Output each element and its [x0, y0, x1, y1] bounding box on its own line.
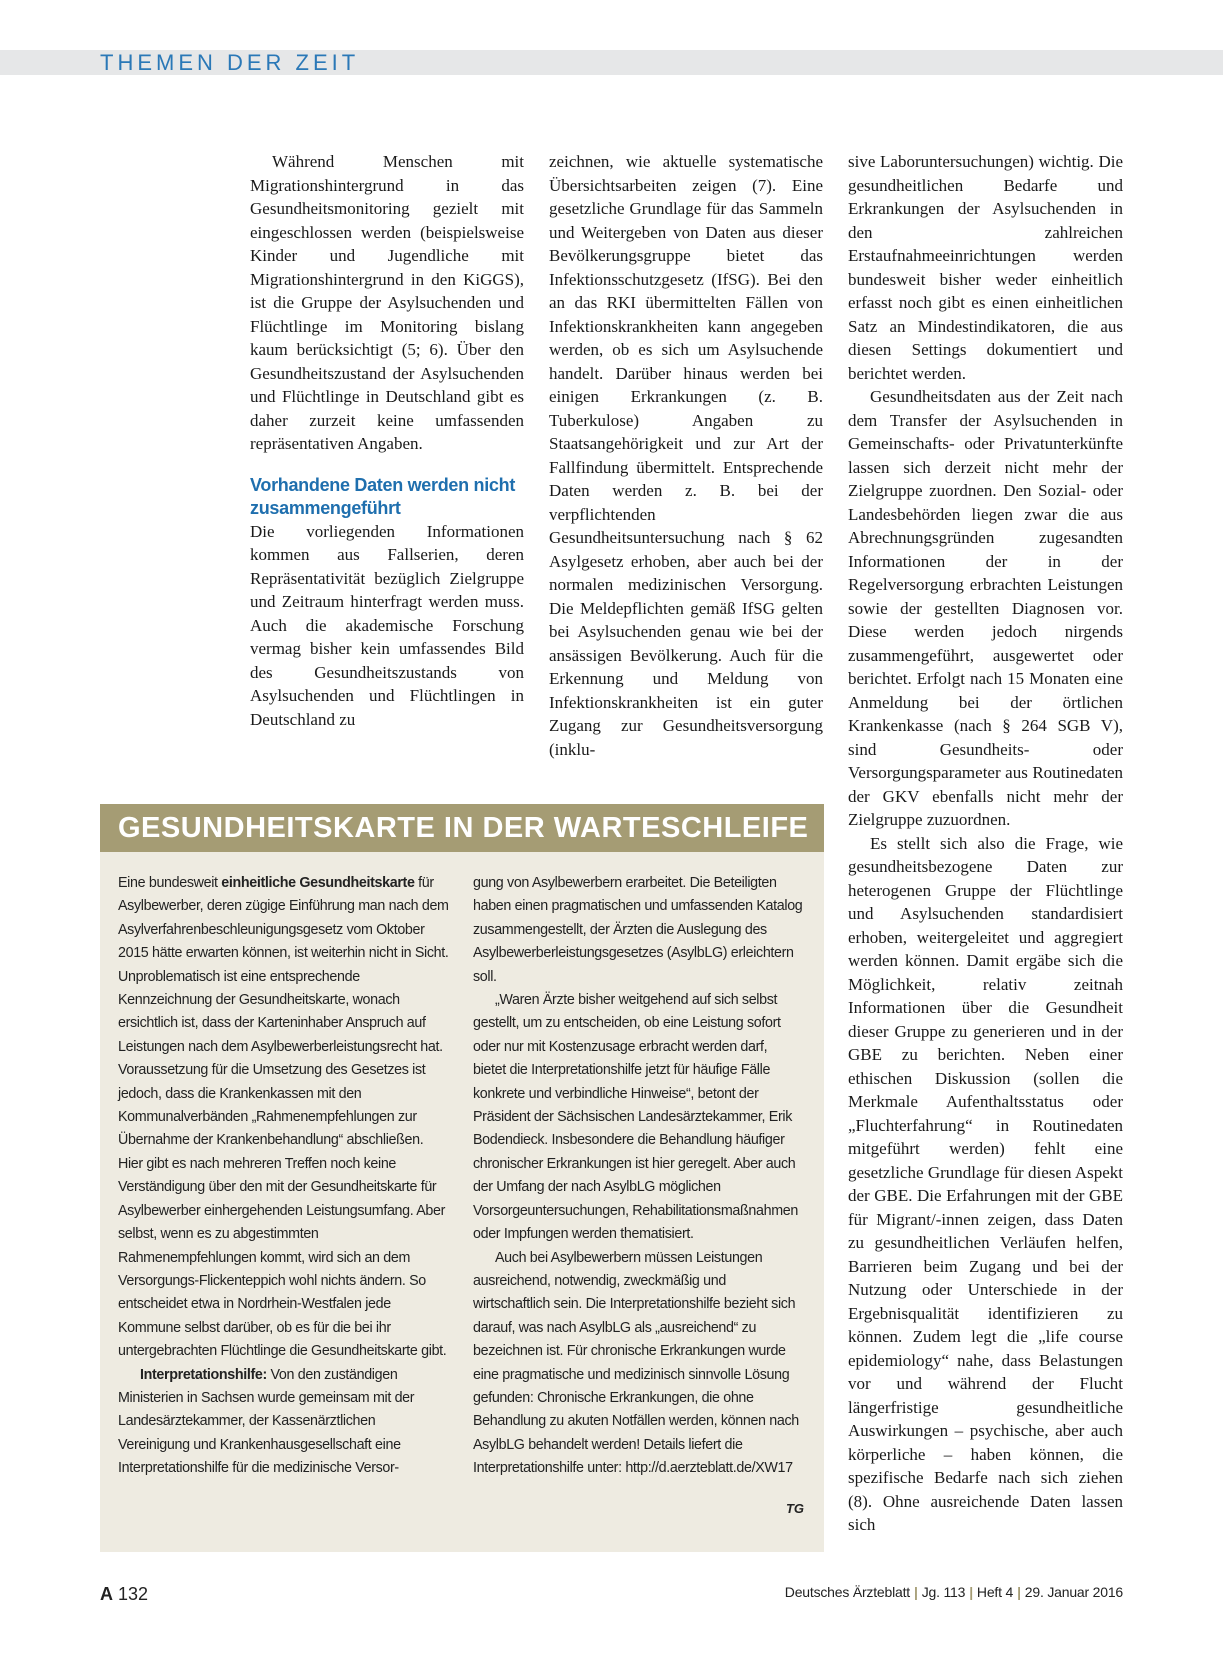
box-text: Von den zuständigen Ministerien in Sachsen wurde gemeinsam mit der Landesärztekammer, der Kassenärztlichen Vereinigung und Krankenhausgesellschaft eine Interpretationshilfe für die medizinische Versor- [118, 1366, 415, 1477]
box-column-1 [118, 872, 450, 1481]
article-column-3 [848, 150, 1123, 1537]
author-signature: TG [785, 1501, 804, 1516]
separator: | [913, 1584, 918, 1600]
box-text: für Asylbewerber, deren zügige Einführung man nach dem Asylverfahrenbeschleunigungsgesetz vom Oktober 2015 hätte erwarten können, ist weiterhin nicht in Sicht. Unproblematisch ist eine entsprechende Kennzeichnung der Gesundheitskarte, wonach ersichtlich ist, dass der Karteninhaber Anspruch auf Leistungen nach dem Asylbewerberleistungsrecht hat. Voraussetzung für die Umsetzung des Gesetzes ist jedoch, dass die Krankenkassen mit den Kommunalverbänden „Rahmenempfehlungen zur Übernahme der Krankenbehandlung“ abschließen. Hier gibt es nach mehreren Treffen noch keine Verständigung über den mit der Gesundheitskarte für Asylbewerber einhergehenden Leistungsumfang. Aber selbst, wenn es zu abgestimmten Rahmenempfehlungen kommt, wird sich an dem Versorgungs-Flickenteppich wohl nichts ändern. So entscheidet etwa in Nordrhein-Westfalen jede Kommune selbst darüber, ob es für die bei ihr untergebrachten Flüchtlinge die Gesundheitskarte gibt. [118, 875, 449, 1360]
box-column-2 [473, 872, 803, 1481]
paragraph: zeichnen, wie aktuelle systematische Übersichtsarbeiten zeigen (7). Eine gesetzliche Grundlage für das Sammeln und Weitergeben von Daten aus dieser Bevölkerungsgruppe bietet das Infektionsschutzgesetz (IfSG). Bei den an das RKI übermittelten Fällen von Infektionskrankheiten kann angegeben werden, ob es sich um Asylsuchende handelt. Darüber hinaus werden bei einigen Erkrankungen (z. B. Tuberkulose) Angaben zu Staatsangehörigkeit und zur Art der Fallfindung übermittelt. Entsprechende Daten werden z. B. bei der verpflichtenden Gesundheitsuntersuchung nach § 62 Asylgesetz erhoben, aber auch bei der normalen medizinischen Versorgung. Die Meldepflichten gemäß IfSG gelten bei Asylsuchenden genau wie bei der ansässigen Bevölkerung. Auch für die Erkennung und Meldung von Infektionskrankheiten ist ein guter Zugang zur Gesundheitsversorgung (inklu- [549, 152, 823, 759]
box-paragraph: „Waren Ärzte bisher weitgehend auf sich selbst gestellt, um zu entscheiden, ob eine Leistung sofort oder nur mit Kostenzusage erbracht werden darf, bietet die Interpretationshilfe jetzt für häufige Fälle konkrete und verbindliche Hinweise“, betont der Präsident der Sächsischen Landesärztekammer, Erik Bodendieck. Insbesondere die Behandlung häufiger chronischer Erkrankungen ist hier geregelt. Aber auch der Umfang der nach AsylbLG möglichen Vorsorgeuntersuchungen, Rehabilitationsmaßnahmen oder Impfungen werden thematisiert. [473, 992, 798, 1243]
journal-date: 29. Januar 2016 [1024, 1584, 1123, 1600]
paragraph: Es stellt sich also die Frage, wie gesundheitsbezogene Daten zur heterogenen Gruppe der Flüchtlinge und Asylsuchenden standardisiert erhoben, weitergeleitet und aggregiert werden können. Damit ergäbe sich die Möglichkeit, relativ zeitnah Informationen über die Gesundheit dieser Gruppe zu generieren und in der GBE zu berichten. Neben einer ethischen Diskussion (sollen die Merkmale Aufenthaltsstatus oder „Fluchterfahrung“ in Routinedaten mitgeführt werden) fehlt eine gesetzliche Grundlage für diesen Aspekt der GBE. Die Erfahrungen mit der GBE für Migrant/-innen zeigen, dass Daten zu gesundheitlichen Verläufen helfen, Barrieren beim Zugang und bei der Nutzung oder Unterschiede in der Ergebnisqualität identifizieren zu können. Zudem legt die „life course epidemiology“ nahe, dass Belastungen vor und während der Flucht längerfristige gesundheitliche Auswirkungen – psychische, aber auch körperliche – haben können, die spezifische Bedarfe nach sich ziehen (8). Ohne ausreichende Daten lassen sich [848, 833, 1123, 1534]
box-paragraph [118, 872, 450, 1364]
paragraph: Während Menschen mit Migrationshintergrund in das Gesundheitsmonitoring gezielt mit eingeschlossen werden (beispielsweise Kinder und Jugendliche mit Migrationshintergrund in den KiGGS), ist die Gruppe der Asylsuchenden und Flüchtlinge im Monitoring bislang kaum berücksichtigt (5; 6). Über den Gesundheitszustand der Asylsuchenden und Flüchtlinge in Deutschland gibt es daher zurzeit keine umfassenden repräsentativen Angaben. [250, 152, 524, 453]
journal-issue: Heft 4 [976, 1584, 1014, 1600]
journal-name: Deutsches Ärzteblatt [784, 1584, 910, 1600]
box-paragraph [118, 1364, 450, 1481]
journal-volume: Jg. 113 [921, 1584, 966, 1600]
paragraph: sive Laboruntersuchungen) wichtig. Die gesundheitlichen Bedarfe und Erkrankungen der Asylsuchenden in den zahlreichen Erstaufnahmeeinrichtungen werden bundesweit bisher weder einheitlich erfasst noch gibt es einen einheitlichen Satz an Mindestindikatoren, die aus diesen Settings dokumentiert und berichtet werden. [848, 152, 1123, 383]
page-letter: A [100, 1584, 113, 1604]
sidebar-box [100, 804, 824, 1552]
article-column-1 [250, 150, 524, 731]
box-bold-text: Interpretationshilfe: [140, 1366, 267, 1383]
article-column-2 [549, 150, 823, 761]
box-bold-text: einheitliche Gesundheitskarte [221, 875, 415, 891]
separator: | [969, 1584, 973, 1600]
paragraph: Gesundheitsdaten aus der Zeit nach dem Transfer der Asylsuchenden in Gemeinschafts- oder Privatunterkünfte lassen sich derzeit nicht mehr der Zielgruppe zuordnen. Den Sozial- oder Landesbehörden liegen zwar die aus Abrechnungsgründen zugesandten Informationen der in der Regelversorgung erbrachten Leistungen sowie der gestellten Diagnosen vor. Diese werden jedoch nirgends zusammengeführt, ausgewertet oder berichtet. Erfolgt nach 15 Monaten eine Anmeldung bei der örtlichen Krankenkasse (nach § 264 SGB V), sind Gesundheits- oder Versorgungsparameter aus Routinedaten der GKV ebenfalls nicht mehr der Zielgruppe zuzuordnen. [848, 387, 1123, 829]
box-title: GESUNDHEITSKARTE IN DER WARTESCHLEIFE [118, 812, 809, 844]
paragraph: Die vorliegenden Informationen kommen aus Fallserien, deren Repräsentativität bezüglich Zielgruppe und Zeitraum hinterfragt werden muss. Auch die akademische Forschung vermag bisher kein umfassendes Bild des Gesundheitszustands von Asylsuchenden und Flüchtlingen in Deutschland zu [250, 521, 524, 729]
page-number [100, 1584, 148, 1605]
box-text: Eine bundesweit [118, 875, 222, 891]
section-title: THEMEN DER ZEIT [100, 50, 360, 75]
separator: | [1017, 1584, 1021, 1600]
box-paragraph: gung von Asylbewerbern erarbeitet. Die Beteiligten haben einen pragmatischen und umfassenden Katalog zusammengestellt, der Ärzten die Auslegung des Asylbewerberleistungsgesetzes (AsylbLG) erleichtern soll. [473, 875, 803, 985]
box-paragraph: Auch bei Asylbewerbern müssen Leistungen ausreichend, notwendig, zweckmäßig und wirtschaftlich sein. Die Interpretationshilfe bezieht sich darauf, was nach AsylbLG als „ausreichend“ zu bezeichnen ist. Für chronische Erkrankungen wurde eine pragmatische und medizinisch sinnvolle Lösung gefunden: Chronische Erkrankungen, die ohne Behandlung zu akuten Notfällen werden, können nach AsylbLG behandelt werden! Details liefert die Interpretationshilfe unter: http://d.aerzteblatt.de/XW17 [473, 1249, 799, 1477]
box-header [100, 804, 824, 852]
journal-info [785, 1584, 1123, 1600]
subheading: Vorhandene Daten werden nicht zusammengeführt [250, 474, 516, 518]
page-number-value: 132 [118, 1584, 149, 1604]
